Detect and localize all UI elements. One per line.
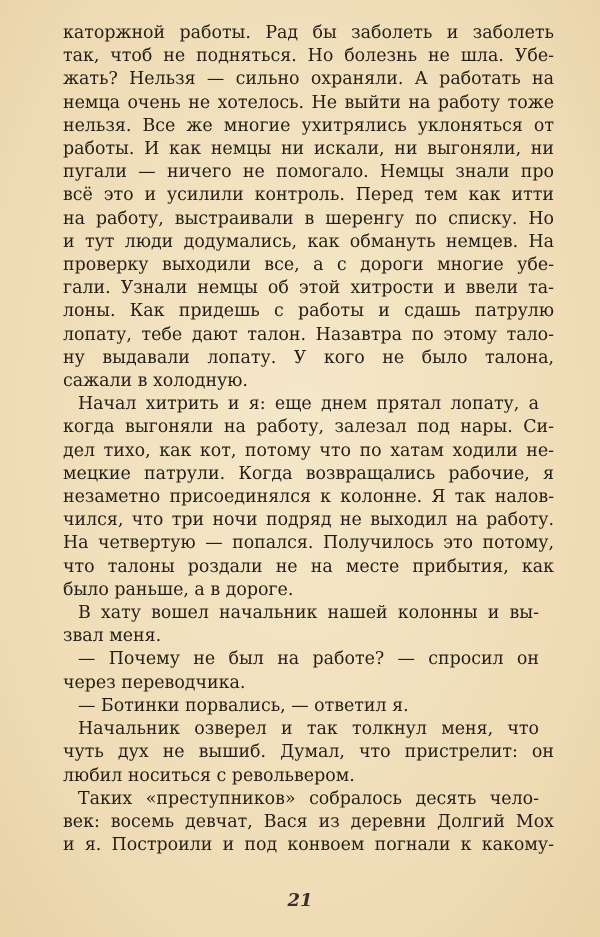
text-line: было раньше, а в дороге. — [63, 579, 294, 600]
text-line: чуть дух не вышиб. Думал, что пристрелит: он — [63, 742, 554, 763]
text-line: через переводчика. — [63, 672, 246, 693]
text-line: век: восемь девчат, Вася из деревни Долгий Мох — [63, 811, 554, 832]
page-number: 21 — [287, 890, 313, 911]
text-line: всё это и усилили контроль. Перед тем как итти — [63, 185, 554, 206]
text-line: лопату, тебе дают талон. Назавтра по этому тало- — [63, 324, 554, 345]
text-line: работы. И как немцы ни искали, ни выгоняли, ни — [63, 139, 554, 160]
text-line: нельзя. Все же многие ухитрялись уклоняться от — [63, 115, 554, 136]
text-line: каторжной работы. Рад бы заболеть и заболеть — [63, 23, 554, 43]
text-line: В хату вошел начальник нашей колонны и вы- — [78, 603, 539, 624]
text-line: лоны. Как придешь с работы и сдашь патрулю — [63, 301, 554, 322]
text-line: проверку выходили все, а с дороги многие убе- — [63, 255, 554, 276]
text-line: что талоны роздали не на месте прибытия, как — [63, 556, 554, 577]
text-line: ну выдавали лопату. У кого не было талона, — [63, 347, 554, 368]
text-line: сажали в холодную. — [63, 371, 248, 392]
text-line: На четвертую — попался. Получилось это потому, — [63, 533, 554, 554]
text-line: когда выгоняли на работу, залезал под нары. Си- — [63, 417, 554, 438]
text-line: чился, что три ночи подряд не выходил на работу. — [63, 510, 554, 531]
text-line: гали. Узнали немцы об этой хитрости и ввели та- — [63, 278, 554, 299]
text-line: звал меня. — [63, 626, 162, 647]
text-line: дел тихо, как кот, потому что по хатам ходили не- — [63, 440, 554, 461]
text-line: мецкие патрули. Когда возвращались рабочие, я — [63, 463, 554, 484]
text-line: — Почему не был на работе? — спросил он — [78, 649, 539, 670]
text-line: на работу, выстраивали в шеренгу по списку. Но — [63, 208, 554, 229]
text-line: и я. Построили и под конвоем погнали к какому- — [63, 835, 554, 856]
text-line: незаметно присоединялся к колонне. Я так налов- — [63, 487, 554, 508]
text-line: Начал хитрить и я: еще днем прятал лопату, а — [78, 394, 539, 415]
text-line: Таких «преступников» собралось десять чело- — [78, 788, 539, 809]
text-line: Начальник озверел и так толкнул меня, что — [78, 719, 539, 740]
text-line: так, чтоб не подняться. Но болезнь не шла. Убе- — [63, 46, 554, 67]
text-line: любил носиться с револьвером. — [63, 765, 355, 786]
text-line: и тут люди додумались, как обмануть немцев. На — [63, 231, 554, 252]
text-line: немца очень не хотелось. Не выйти на работу тоже — [63, 92, 554, 113]
text-line: — Ботинки порвались, — ответил я. — [78, 695, 409, 716]
body-text — [63, 22, 554, 857]
text-line: жать? Нельзя — сильно охраняли. А работать на — [63, 69, 554, 90]
text-line: пугали — ничего не помогало. Немцы знали про — [63, 162, 554, 183]
